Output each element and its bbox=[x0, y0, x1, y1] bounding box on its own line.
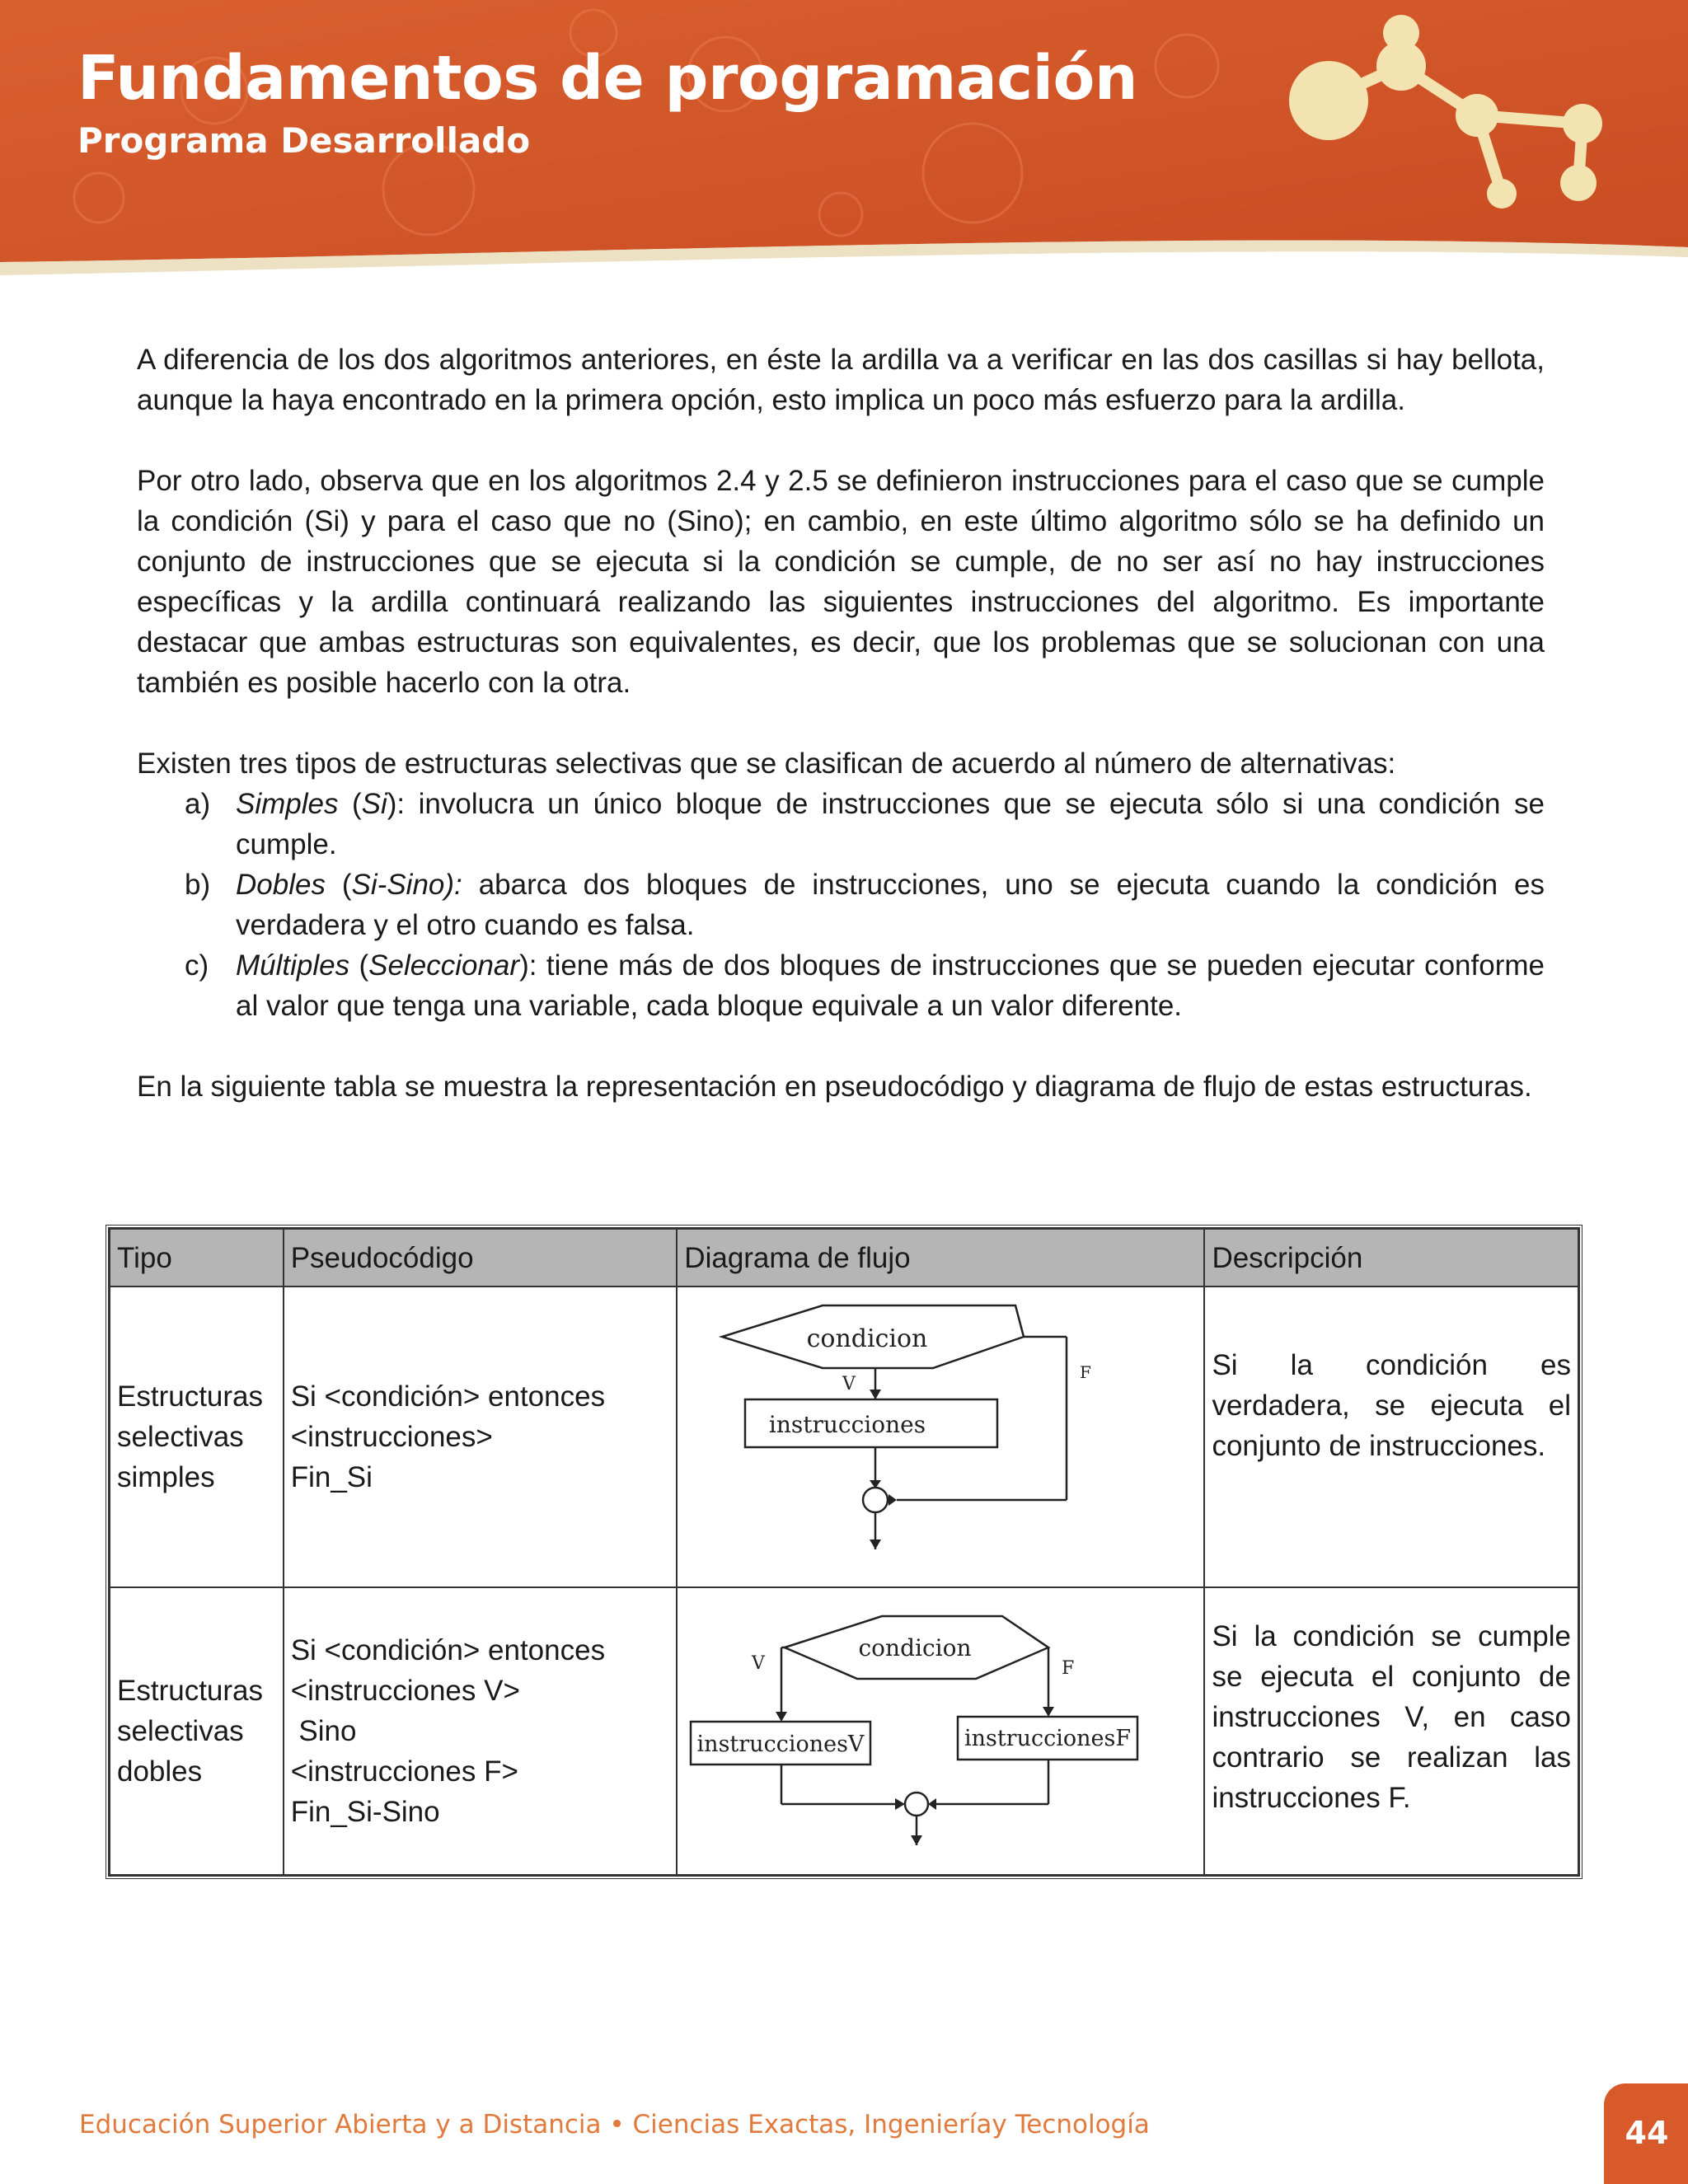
pseudo-line: Si <condición> entonces bbox=[290, 1634, 606, 1666]
cell-descripcion: Si la condición se cumple se ejecuta el conjunto de instrucciones V, en caso contrario se realizan las instrucciones F. bbox=[1204, 1587, 1578, 1875]
list-marker: b) bbox=[185, 869, 211, 901]
header-descripcion: Descripción bbox=[1204, 1229, 1578, 1286]
pseudo-line: <instrucciones F> bbox=[290, 1755, 518, 1788]
list-keyword: Si-Sino): bbox=[351, 869, 462, 901]
list-item bbox=[185, 865, 1545, 945]
document-title: Fundamentos de programación bbox=[77, 43, 1138, 114]
list-marker: a) bbox=[185, 788, 211, 820]
process-false-label: instruccionesF bbox=[964, 1726, 1132, 1751]
list-paren: ( bbox=[338, 788, 362, 820]
tipo-line: Estructuras bbox=[117, 1380, 263, 1413]
process-label: instrucciones bbox=[769, 1411, 926, 1438]
tipo-line: selectivas bbox=[117, 1715, 244, 1747]
list-term: Dobles bbox=[236, 869, 326, 901]
cell-descripcion: Si la condición es verdadera, se ejecuta el conjunto de instrucciones. bbox=[1204, 1286, 1578, 1587]
list-paren: ( bbox=[349, 949, 369, 982]
structure-types-list bbox=[137, 784, 1545, 1026]
list-marker: c) bbox=[185, 949, 209, 982]
cell-tipo bbox=[110, 1286, 284, 1587]
list-paren: ): bbox=[519, 949, 546, 982]
false-label: F bbox=[1062, 1658, 1075, 1679]
table-header-row bbox=[110, 1229, 1578, 1286]
true-label: V bbox=[842, 1374, 856, 1394]
process-true-label: instruccionesV bbox=[696, 1732, 865, 1757]
paragraph-2: Por otro lado, observa que en los algoritmos 2.4 y 2.5 se definieron instrucciones para el caso que se cumple la condición (Si) y para el caso que no (Sino); en cambio, en este último algoritmo sólo se ha definido un conjunto de instrucciones que se ejecuta si la condición se cumple, de no ser así no hay instrucciones específicas y la ardilla continuará realizando las siguientes instrucciones del algoritmo. Es importante destacar que ambas estructuras son equivalentes, es decir, que los problemas que se solucionan con una también es posible hacerlo con la otra. bbox=[137, 465, 1545, 699]
list-term: Múltiples bbox=[236, 949, 350, 982]
header-tipo: Tipo bbox=[110, 1229, 284, 1286]
table-row bbox=[110, 1286, 1578, 1587]
list-paren: ): bbox=[387, 788, 419, 820]
list-paren bbox=[462, 869, 479, 901]
list-keyword: Si bbox=[361, 788, 387, 820]
decision-label: condicion bbox=[858, 1634, 972, 1661]
list-text: involucra un único bloque de instrucciones que se ejecuta sólo si una condición se cumple. bbox=[236, 788, 1545, 860]
tipo-line: simples bbox=[117, 1461, 215, 1493]
pseudo-line: Si <condición> entonces bbox=[290, 1380, 606, 1413]
cell-diagram-simple bbox=[677, 1286, 1204, 1587]
header-banner bbox=[0, 0, 1688, 280]
cell-pseudocodigo bbox=[284, 1286, 678, 1587]
list-text: abarca dos bloques de instrucciones, uno se ejecuta cuando la condición es verdadera y el otro cuando es falsa. bbox=[236, 869, 1545, 941]
header-pseudocodigo: Pseudocódigo bbox=[284, 1229, 678, 1286]
body-content bbox=[137, 340, 1545, 1107]
cell-diagram-double bbox=[677, 1587, 1204, 1875]
footer-text: Educación Superior Abierta y a Distancia • Ciencias Exactas, Ingenieríay Tecnología bbox=[79, 2110, 1150, 2139]
pseudo-line: <instrucciones> bbox=[290, 1421, 493, 1453]
flowchart-simple bbox=[678, 1287, 1202, 1576]
cell-tipo bbox=[110, 1587, 284, 1875]
cell-pseudocodigo bbox=[284, 1587, 678, 1875]
tipo-line: Estructuras bbox=[117, 1675, 263, 1707]
paragraph-4: En la siguiente tabla se muestra la representación en pseudocódigo y diagrama de flujo de estas estructuras. bbox=[137, 1071, 1532, 1103]
false-label: F bbox=[1080, 1362, 1092, 1382]
table-row bbox=[110, 1587, 1578, 1875]
list-item bbox=[185, 945, 1545, 1026]
paragraph-1: A diferencia de los dos algoritmos anteriores, en éste la ardilla va a verificar en las dos casillas si hay bellota, aunque la haya encontrado en la primera opción, esto implica un poco más esfuerzo para la ardilla. bbox=[137, 344, 1545, 416]
list-term: Simples bbox=[236, 788, 339, 820]
list-text: tiene más de dos bloques de instrucciones que se pueden ejecutar conforme al valor que tenga una variable, cada bloque equivale a un valor diferente. bbox=[236, 949, 1545, 1022]
structures-table bbox=[106, 1225, 1582, 1879]
tipo-line: dobles bbox=[117, 1755, 203, 1788]
list-item bbox=[185, 784, 1545, 865]
flowchart-double bbox=[678, 1588, 1202, 1863]
true-label: V bbox=[752, 1653, 766, 1674]
tipo-line: selectivas bbox=[117, 1421, 244, 1453]
decision-label: condicion bbox=[806, 1324, 928, 1353]
pseudo-line: Sino bbox=[290, 1715, 357, 1747]
pseudo-line: <instrucciones V> bbox=[290, 1675, 520, 1707]
pseudo-line: Fin_Si bbox=[290, 1461, 373, 1493]
document-subtitle: Programa Desarrollado bbox=[77, 120, 531, 161]
page-number: 44 bbox=[1625, 2115, 1669, 2151]
list-keyword: Seleccionar bbox=[368, 949, 520, 982]
paragraph-3: Existen tres tipos de estructuras selectivas que se clasifican de acuerdo al número de alternativas: bbox=[137, 748, 1396, 780]
header-diagrama: Diagrama de flujo bbox=[677, 1229, 1204, 1286]
pseudo-line: Fin_Si-Sino bbox=[290, 1796, 440, 1828]
list-paren: ( bbox=[325, 869, 352, 901]
